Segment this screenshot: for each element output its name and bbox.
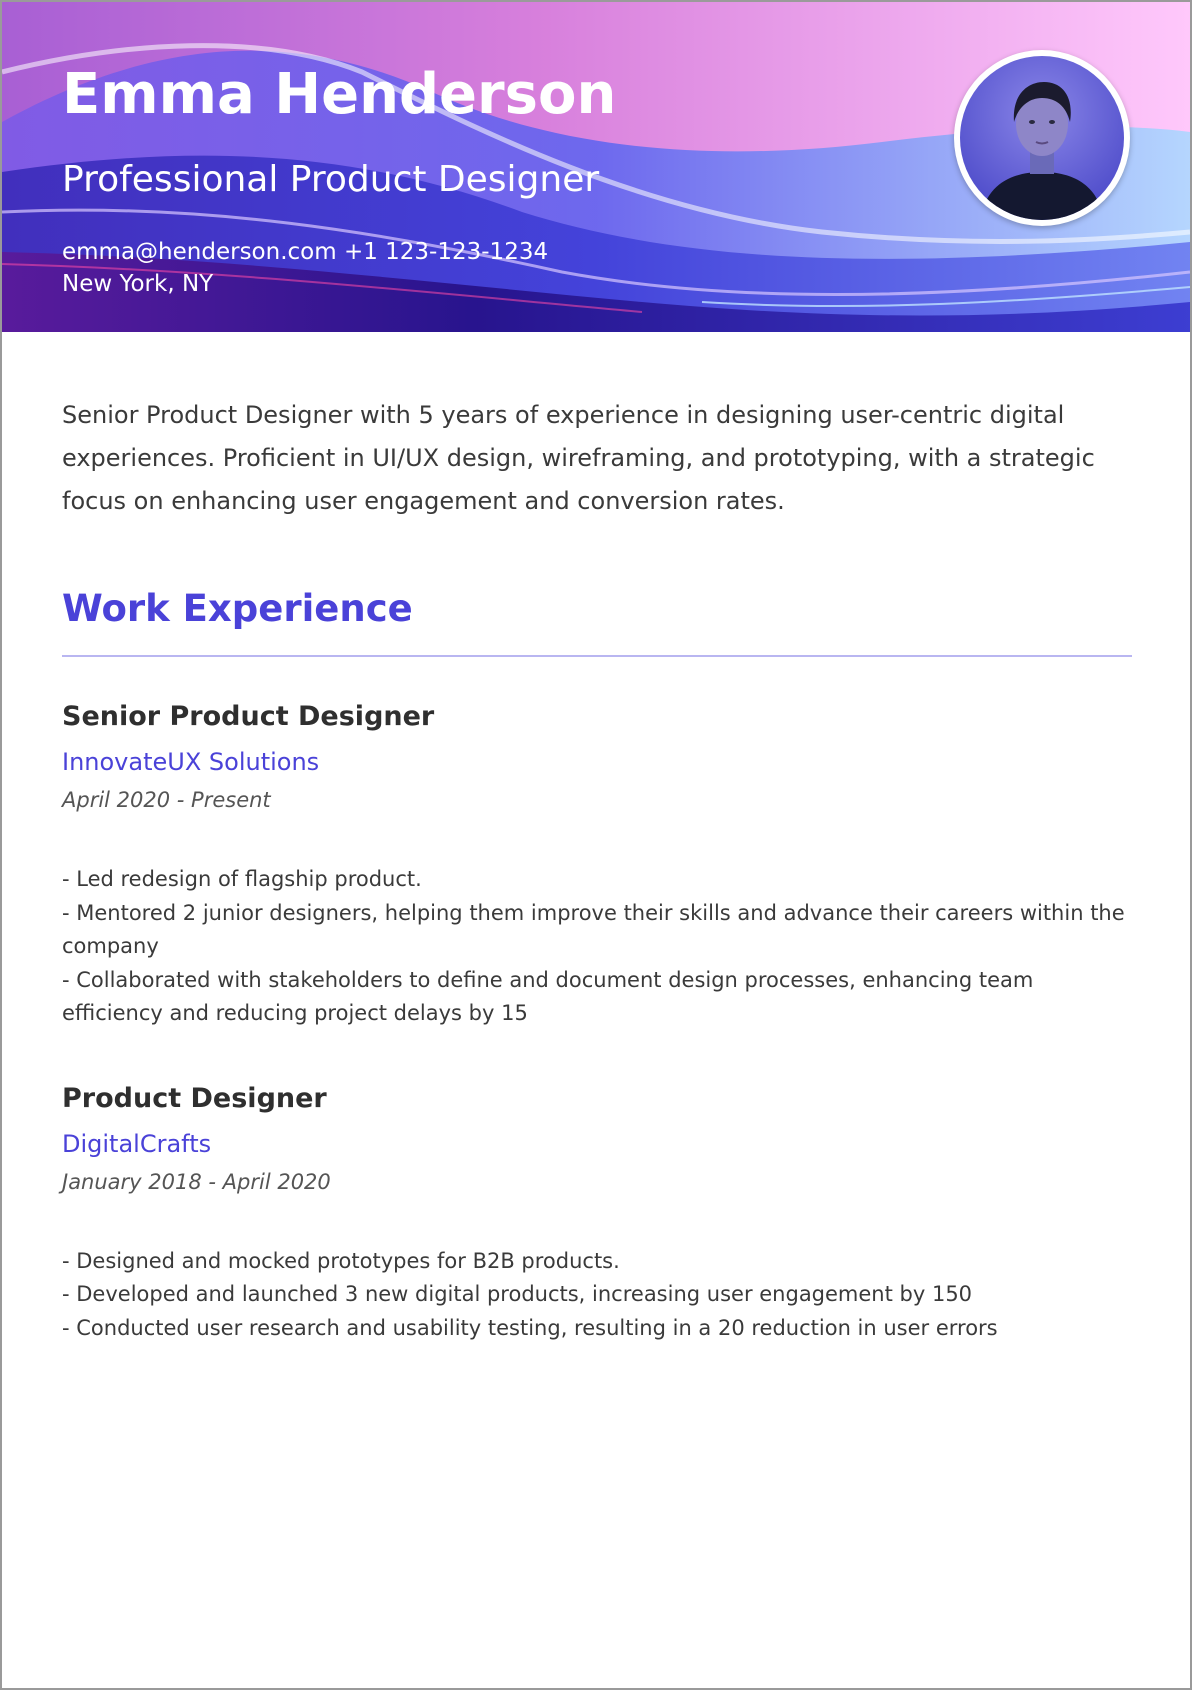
job-entry <box>62 1081 1132 1346</box>
job-bullets <box>62 863 1132 1031</box>
resume-header <box>2 2 1190 332</box>
job-dates: April 2020 - Present <box>62 788 271 812</box>
avatar <box>960 56 1124 220</box>
job-bullet: - Conducted user research and usability testing, resulting in a 20 reduction in user errors <box>62 1315 998 1340</box>
work-experience-heading: Work Experience <box>62 587 413 630</box>
contact-email-phone: emma@henderson.com +1 123-123-1234 <box>62 239 549 265</box>
resume-body <box>62 394 1132 1345</box>
professional-summary: Senior Product Designer with 5 years of experience in designing user-centric digital experiences. Proficient in UI/UX design, wireframing, and prototyping, with a strategic focus on enhancing user engagement and conversion rates. <box>62 401 1095 515</box>
contact-location: New York, NY <box>62 271 214 297</box>
job-entry <box>62 699 1132 1031</box>
section-divider <box>62 655 1132 657</box>
candidate-name: Emma Henderson <box>62 62 617 127</box>
avatar-portrait-icon <box>960 56 1124 220</box>
job-title: Product Designer <box>62 1082 327 1114</box>
job-bullet: - Collaborated with stakeholders to define and document design processes, enhancing team efficiency and reducing project delays by 15 <box>62 967 1034 1025</box>
contact-info <box>62 236 548 300</box>
job-bullet: - Developed and launched 3 new digital products, increasing user engagement by 150 <box>62 1282 973 1306</box>
job-bullets <box>62 1245 1132 1346</box>
job-bullet: - Led redesign of flagship product. <box>62 867 422 891</box>
job-bullet: - Designed and mocked prototypes for B2B products. <box>62 1248 620 1273</box>
job-bullet: - Mentored 2 junior designers, helping them improve their skills and advance their careers within the company <box>62 900 1125 958</box>
company-name: DigitalCrafts <box>62 1129 212 1158</box>
job-dates: January 2018 - April 2020 <box>62 1169 331 1194</box>
job-title: Senior Product Designer <box>62 701 435 732</box>
candidate-title: Professional Product Designer <box>62 159 600 200</box>
company-name: InnovateUX Solutions <box>62 748 320 776</box>
avatar-frame <box>954 50 1130 226</box>
